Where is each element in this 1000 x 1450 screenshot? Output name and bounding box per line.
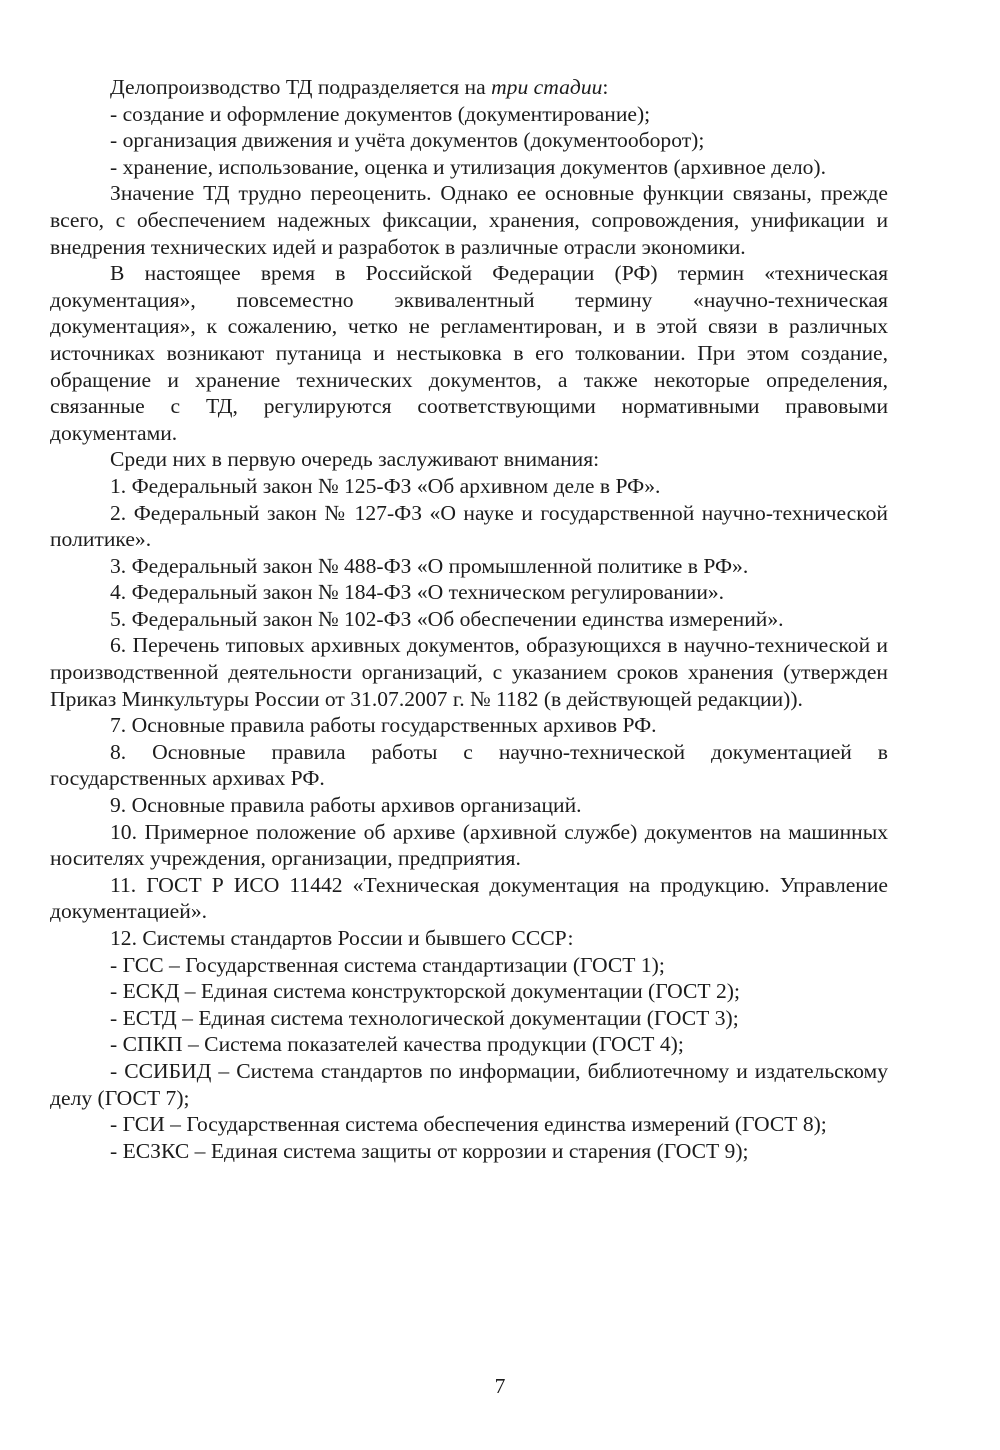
page-number: 7 (494, 1374, 506, 1398)
document-list-item: 1. Федеральный закон № 125-ФЗ «Об архивном деле в РФ». (110, 473, 661, 498)
document-list-item: 8. Основные правила работы с научно-технической документацией в государственных архивах РФ. (50, 739, 888, 791)
document-list-item: 11. ГОСТ Р ИСО 11442 «Техническая документация на продукцию. Управление документацией». (50, 872, 888, 924)
document-list-item: 6. Перечень типовых архивных документов, образующихся в научно-технической и производственной деятельности организаций, с указанием сроков хранения (утвержден Приказ Минкультуры России от 31.07.2007 г. № 1182 (в действующей редакции)). (50, 633, 888, 711)
standard-item: - ЕСТД – Единая система технологической документации (ГОСТ 3); (110, 1005, 739, 1030)
standard-item: - ГСИ – Государственная система обеспечения единства измерений (ГОСТ 8); (110, 1112, 827, 1137)
standard-item: - ЕСЗКС – Единая система защиты от коррозии и старения (ГОСТ 9); (110, 1138, 749, 1163)
stage-item: - организация движения и учёта документов (документооборот); (110, 128, 705, 153)
standard-item: - ЕСКД – Единая система конструкторской документации (ГОСТ 2); (110, 979, 740, 1004)
intro-prefix: Делопроизводство ТД подразделяется на (110, 75, 492, 99)
body-paragraph: Значение ТД трудно переоценить. Однако ее основные функции связаны, прежде всего, с обеспечением надежных фиксации, хранения, сопровождения, унификации и внедрения технических идей и разработок в различные отрасли экономики. (50, 181, 888, 259)
page-body (50, 74, 888, 1164)
intro-emphasis: три стадии (491, 75, 603, 99)
document-list-item: 10. Примерное положение об архиве (архивной службе) документов на машинных носителях учреждения, организации, предприятия. (50, 819, 888, 871)
standard-item: - СПКП – Система показателей качества продукции (ГОСТ 4); (110, 1032, 684, 1057)
standard-item: - ГСС – Государственная система стандартизации (ГОСТ 1); (110, 952, 665, 977)
document-list-item: 9. Основные правила работы архивов организаций. (110, 793, 582, 818)
body-paragraph: В настоящее время в Российской Федерации (РФ) термин «техническая документация», повсеместно эквивалентный термину «научно-техническая документация», к сожалению, четко не регламентирован, и в этой связи в различных источниках возникают путаница и нестыковка в его толковании. При этом создание, обращение и хранение технических документов, а также некоторые определения, связанные с ТД, регулируются соответствующими нормативными правовыми документами. (50, 261, 888, 445)
standard-item: - ССИБИД – Система стандартов по информации, библиотечному и издательскому делу (ГОСТ 7); (50, 1058, 888, 1110)
document-list-item: 7. Основные правила работы государственных архивов РФ. (110, 713, 657, 738)
stage-item: - хранение, использование, оценка и утилизация документов (архивное дело). (110, 154, 826, 179)
document-list-item: 4. Федеральный закон № 184-ФЗ «О техническом регулировании». (110, 580, 725, 605)
document-list-item: 5. Федеральный закон № 102-ФЗ «Об обеспечении единства измерений». (110, 606, 784, 631)
body-paragraph: Среди них в первую очередь заслуживают внимания: (110, 447, 600, 472)
document-list-item: 2. Федеральный закон № 127-ФЗ «О науке и государственной научно-технической политике». (50, 500, 888, 552)
stage-item: - создание и оформление документов (документирование); (110, 101, 651, 126)
document-list-item: 12. Системы стандартов России и бывшего СССР: (110, 926, 574, 950)
document-list-item: 3. Федеральный закон № 488-ФЗ «О промышленной политике в РФ». (110, 553, 749, 578)
intro-suffix: : (602, 75, 609, 99)
intro-paragraph (50, 74, 888, 101)
